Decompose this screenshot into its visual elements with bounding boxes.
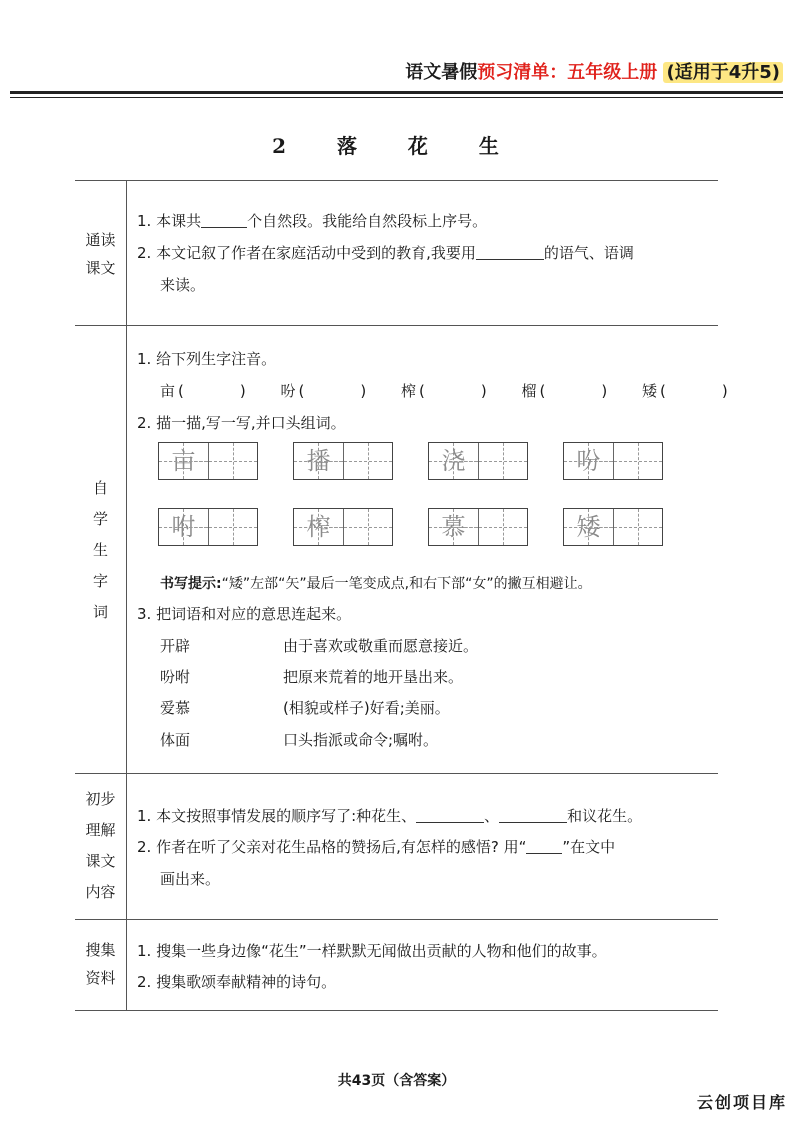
label-line: 资料 <box>85 969 116 987</box>
answer-blank[interactable] <box>499 804 567 823</box>
trace-char: 播 <box>306 447 331 475</box>
trace-char: 咐 <box>171 513 196 541</box>
writing-grid[interactable] <box>158 442 258 480</box>
words-q1: 1. 给下列生字注音。 <box>137 350 277 368</box>
section-label-words <box>75 473 126 628</box>
pinyin-char: 榨 <box>401 382 417 400</box>
label-line: 搜集 <box>85 941 116 959</box>
header-grade: 预习清单：五年级上册 <box>477 62 658 83</box>
label-line: 内容 <box>85 883 116 901</box>
match-meaning[interactable]: (相貌或样子)好看;美丽。 <box>283 699 450 717</box>
writing-grid[interactable] <box>428 508 528 546</box>
label-line: 理解 <box>85 821 116 839</box>
text: 个自然段。我能给自然段标上序号。 <box>247 212 488 230</box>
trace-char: 矮 <box>576 513 601 541</box>
table-top-border <box>75 180 718 181</box>
pinyin-char: 榴 <box>521 382 537 400</box>
section-label-collect <box>75 936 126 992</box>
read-item-2 <box>137 238 713 268</box>
match-meaning[interactable]: 由于喜欢或敬重而愿意接近。 <box>283 637 479 655</box>
label-char: 字 <box>92 572 108 590</box>
label-line: 通读 <box>85 231 116 249</box>
row-divider-3 <box>75 919 718 920</box>
writing-tip <box>160 569 713 599</box>
read-item-2-cont: 来读。 <box>160 276 206 294</box>
collect-item-2: 2. 搜集歌颂奉献精神的诗句。 <box>137 973 337 991</box>
watermark: 云创项目库 <box>696 1093 787 1112</box>
label-char: 词 <box>92 603 108 621</box>
writing-grid[interactable] <box>158 508 258 546</box>
section-label-understand <box>75 784 126 908</box>
label-char: 学 <box>92 510 108 528</box>
tip-label: 书写提示: <box>160 576 222 592</box>
page-header <box>10 58 783 88</box>
answer-blank[interactable] <box>476 241 544 260</box>
understand-item-2 <box>137 832 713 862</box>
header-rule-thin <box>10 97 783 98</box>
read-item-1 <box>137 206 713 236</box>
match-row[interactable] <box>160 662 463 692</box>
collect-item-1: 1. 搜集一些身边像“花生”一样默默无闻做出贡献的人物和他们的故事。 <box>137 942 607 960</box>
text: 1. 本文按照事情发展的顺序写了:种花生、 <box>137 807 417 825</box>
writing-grid[interactable] <box>563 442 663 480</box>
text: ”在文中 <box>562 838 616 856</box>
text: 1. 本课共 <box>137 212 202 230</box>
table-bottom-border <box>75 1010 718 1011</box>
section-label-read <box>75 226 126 282</box>
header-badge: (适用于4升5) <box>663 62 783 83</box>
pinyin-char: 矮 <box>642 382 658 400</box>
answer-blank[interactable] <box>201 209 247 228</box>
answer-blank[interactable] <box>416 804 484 823</box>
text: 和议花生。 <box>567 807 643 825</box>
answer-blank[interactable] <box>526 835 562 854</box>
row-divider-2 <box>75 773 718 774</box>
trace-char: 榨 <box>306 513 331 541</box>
match-term[interactable]: 吩咐 <box>160 668 191 686</box>
words-q3: 3. 把词语和对应的意思连起来。 <box>137 605 352 623</box>
understand-item-1 <box>137 801 713 831</box>
label-column-divider <box>126 180 127 1010</box>
words-q2: 2. 描一描,写一写,并口头组词。 <box>137 414 346 432</box>
pinyin-char: 亩 <box>160 382 176 400</box>
trace-char: 亩 <box>171 447 196 475</box>
writing-grid[interactable] <box>563 508 663 546</box>
match-meaning[interactable]: 把原来荒着的地开垦出来。 <box>283 668 464 686</box>
writing-grid[interactable] <box>293 508 393 546</box>
text: 的语气、语调 <box>543 244 634 262</box>
label-line: 课文 <box>85 852 116 870</box>
text: 2. 作者在听了父亲对花生品格的赞扬后,有怎样的感悟? 用“ <box>137 838 527 856</box>
understand-item-2-cont: 画出来。 <box>160 870 221 888</box>
lesson-title: 2 落 花 生 <box>272 134 521 158</box>
trace-char: 吩 <box>576 447 601 475</box>
writing-grid[interactable] <box>293 442 393 480</box>
match-meaning[interactable]: 口头指派或命令;嘱咐。 <box>283 731 439 749</box>
tip-text: “矮”左部“矢”最后一笔变成点,和右下部“女”的撇互相避让。 <box>221 576 592 592</box>
writing-grid[interactable] <box>428 442 528 480</box>
match-row[interactable] <box>160 725 438 755</box>
label-line: 初步 <box>85 790 116 808</box>
pinyin-char: 吩 <box>280 382 296 400</box>
row-divider-1 <box>75 325 718 326</box>
label-char: 生 <box>92 541 108 559</box>
header-rule-thick <box>10 91 783 94</box>
label-line: 课文 <box>85 259 116 277</box>
text: 2. 本文记叙了作者在家庭活动中受到的教育,我要用 <box>137 244 476 262</box>
match-term[interactable]: 体面 <box>160 731 191 749</box>
page-footer: 共43页（含答案） <box>337 1073 456 1089</box>
header-prefix: 语文暑假 <box>405 62 478 83</box>
trace-char: 慕 <box>441 513 466 541</box>
trace-char: 浇 <box>441 447 466 475</box>
text: 、 <box>484 807 500 825</box>
label-char: 自 <box>92 479 108 497</box>
match-row[interactable] <box>160 631 478 661</box>
match-term[interactable]: 开辟 <box>160 637 191 655</box>
match-term[interactable]: 爱慕 <box>160 699 191 717</box>
match-row[interactable] <box>160 693 450 723</box>
pinyin-row: 亩 ( ) 吩 ( ) 榨 ( ) 榴 ( ) 矮 ( ) <box>137 376 713 406</box>
